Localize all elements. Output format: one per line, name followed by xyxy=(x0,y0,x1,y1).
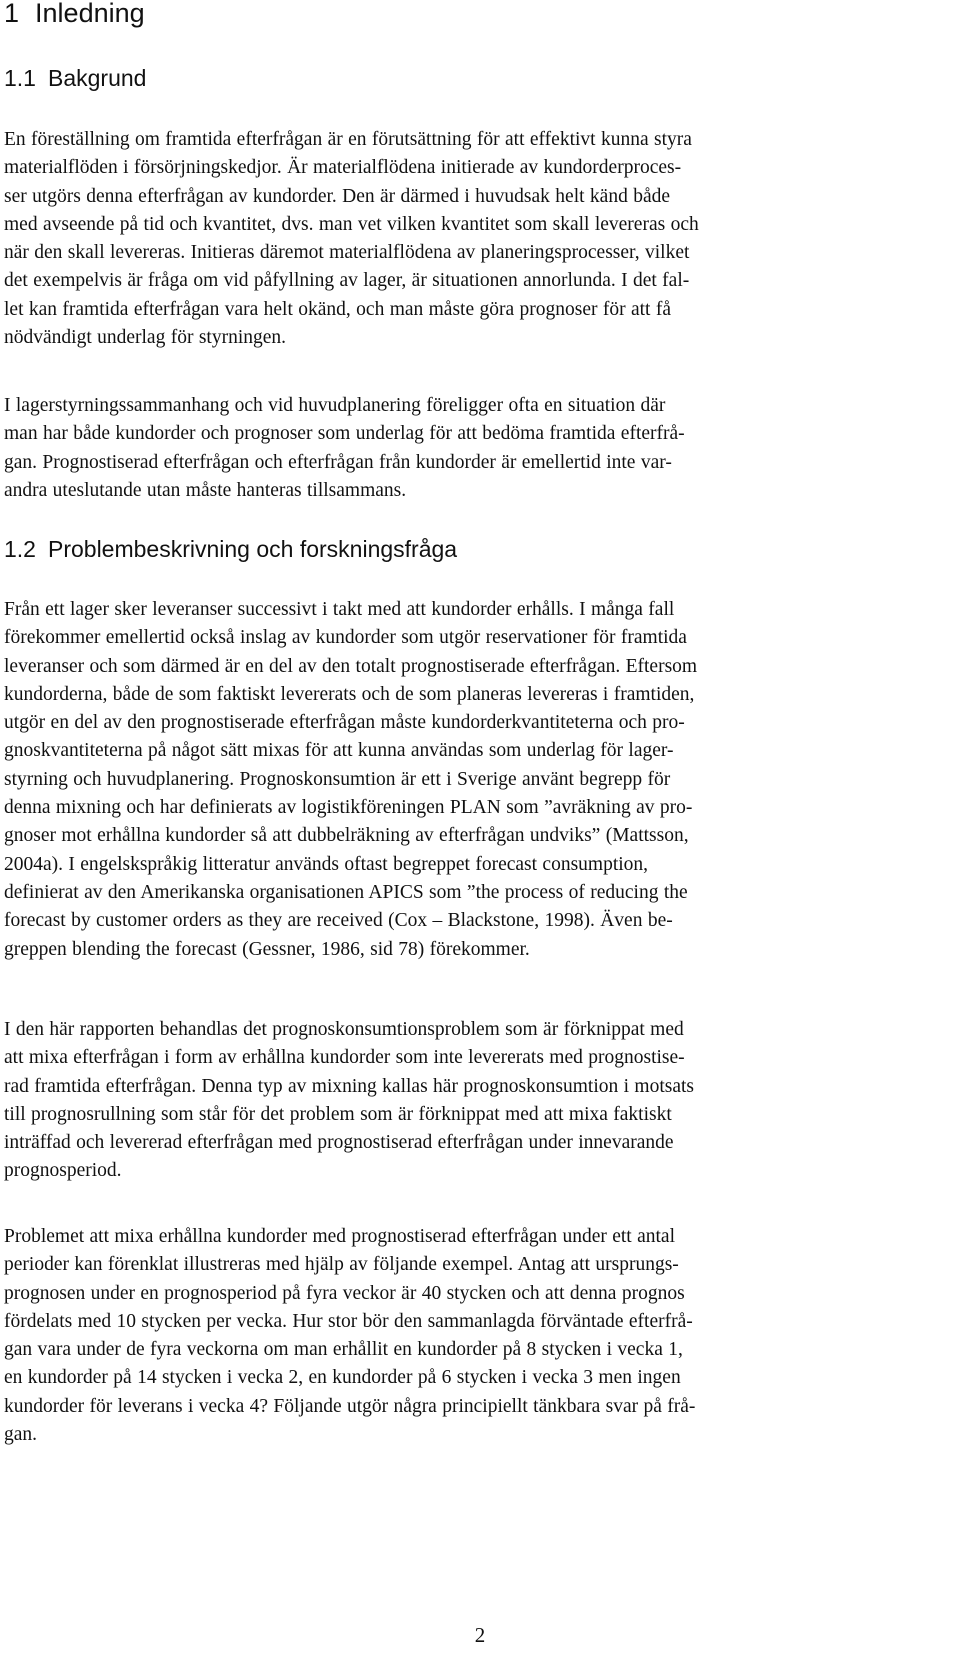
paragraph-1 xyxy=(4,126,920,352)
text-line: prognosen under en prognosperiod på fyra veckor är 40 stycken och att denna prognos xyxy=(4,1282,685,1304)
text-line: nödvändigt underlag för styrningen. xyxy=(4,327,287,349)
text-line: I lagerstyrningssammanhang och vid huvudplanering föreligger ofta en situation där xyxy=(4,395,666,416)
text-line: man har både kundorder och prognoser som underlag för att bedöma framtida efterfrå- xyxy=(4,423,685,445)
text-line: med avseende på tid och kvantitet, dvs. man vet vilken kvantitet som skall levereras och xyxy=(4,213,699,235)
text-line: gan. xyxy=(4,1424,38,1446)
text-line: förekommer emellertid också inslag av kundorder som utgör reservationer för framtida xyxy=(4,627,687,649)
section-heading-bakgrund xyxy=(4,64,146,92)
page-number: 2 xyxy=(474,1623,486,1647)
text-line: kundorder för leverans i vecka 4? Följande utgör några principiellt tänkbara svar på frå- xyxy=(4,1395,696,1417)
section-number: 1.1 xyxy=(4,65,36,91)
section-heading-problembeskrivning xyxy=(4,535,457,563)
text-line: Från ett lager sker leveranser successivt i takt med att kundorder erhålls. I många fall xyxy=(4,599,675,620)
text-line: utgör en del av den prognostiserade efterfrågan måste kundorderkvantiteterna och pro- xyxy=(4,712,685,734)
text-line: rad framtida efterfrågan. Denna typ av mixning kallas här prognoskonsumtion i motsats xyxy=(4,1075,694,1097)
text-line: I den här rapporten behandlas det prognoskonsumtionsproblem som är förknippat med xyxy=(4,1019,684,1040)
text-line: fördelats med 10 stycken per vecka. Hur stor bör den sammanlagda förväntade efterfrå- xyxy=(4,1310,693,1332)
text-line: gan. Prognostiserad efterfrågan och efterfrågan från kundorder är emellertid inte var- xyxy=(4,451,672,473)
section-number: 1.2 xyxy=(4,536,36,562)
paragraph-2 xyxy=(4,392,920,505)
text-line: andra uteslutande utan måste hanteras tillsammans. xyxy=(4,479,407,501)
text-line: en kundorder på 14 stycken i vecka 2, en kundorder på 6 stycken i vecka 3 men ingen xyxy=(4,1367,681,1389)
text-line: forecast by customer orders as they are received (Cox – Blackstone, 1998). Även be- xyxy=(4,910,673,932)
paragraph-4 xyxy=(4,1016,920,1186)
text-line: gan vara under de fyra veckorna om man erhållit en kundorder på 8 stycken i vecka 1, xyxy=(4,1339,683,1361)
text-line: till prognosrullning som står för det problem som är förknippat med att mixa faktiskt xyxy=(4,1103,672,1125)
text-line: kundorderna, både de som faktiskt levererats och de som planeras levereras i framtiden, xyxy=(4,683,695,705)
text-line: gnoser mot erhållna kundorder så att dubbelräkning av efterfrågan undviks” (Mattsson, xyxy=(4,825,689,847)
text-line: det exempelvis är fråga om vid påfyllning av lager, är situationen annorlunda. I det fal- xyxy=(4,270,690,292)
text-line: greppen blending the forecast (Gessner, 1986, sid 78) förekommer. xyxy=(4,938,530,960)
paragraph-3 xyxy=(4,596,920,964)
text-line: Problemet att mixa erhållna kundorder med prognostiserad efterfrågan under ett antal xyxy=(4,1226,675,1247)
text-line: perioder kan förenklat illustreras med hjälp av följande exempel. Antag att ursprungs- xyxy=(4,1254,679,1276)
section-title: Problembeskrivning och forskningsfråga xyxy=(47,536,458,562)
chapter-heading xyxy=(4,0,145,28)
text-line: att mixa efterfrågan i form av erhållna kundorder som inte levererats med prognostise- xyxy=(4,1047,685,1069)
paragraph-5 xyxy=(4,1223,920,1449)
chapter-title: Inledning xyxy=(35,0,145,28)
text-line: leveranser och som därmed är en del av den totalt prognostiserade efterfrågan. Eftersom xyxy=(4,655,698,677)
text-line: En föreställning om framtida efterfrågan är en förutsättning för att effektivt kunna styra xyxy=(4,129,692,150)
text-line: definierat av den Amerikanska organisationen APICS som ”the process of reducing the xyxy=(4,881,688,903)
text-line: 2004a). I engelskspråkig litteratur används oftast begreppet forecast consumption, xyxy=(4,853,649,875)
text-line: styrning och huvudplanering. Prognoskonsumtion är ett i Sverige använt begrepp för xyxy=(4,768,671,790)
section-title: Bakgrund xyxy=(47,65,147,91)
text-line: när den skall levereras. Initieras däremot materialflödena av planeringsprocesser, vilket xyxy=(4,242,690,264)
text-line: ser utgörs denna efterfrågan av kundorder. Den är därmed i huvudsak helt känd både xyxy=(4,185,671,207)
text-line: denna mixning och har definierats av logistikföreningen PLAN som ”avräkning av pro- xyxy=(4,797,693,819)
text-line: inträffad och levererad efterfrågan med prognostiserad efterfrågan under innevarande xyxy=(4,1132,674,1154)
text-line: materialflöden i försörjningskedjor. Är materialflödena initierade av kundorderproces- xyxy=(4,157,682,179)
text-line: prognosperiod. xyxy=(4,1160,122,1182)
text-line: gnoskvantiteterna på något sätt mixas för att kunna användas som underlag för lager- xyxy=(4,740,674,762)
chapter-number: 1 xyxy=(4,0,20,28)
text-line: let kan framtida efterfrågan vara helt okänd, och man måste göra prognoser för att få xyxy=(4,298,672,320)
